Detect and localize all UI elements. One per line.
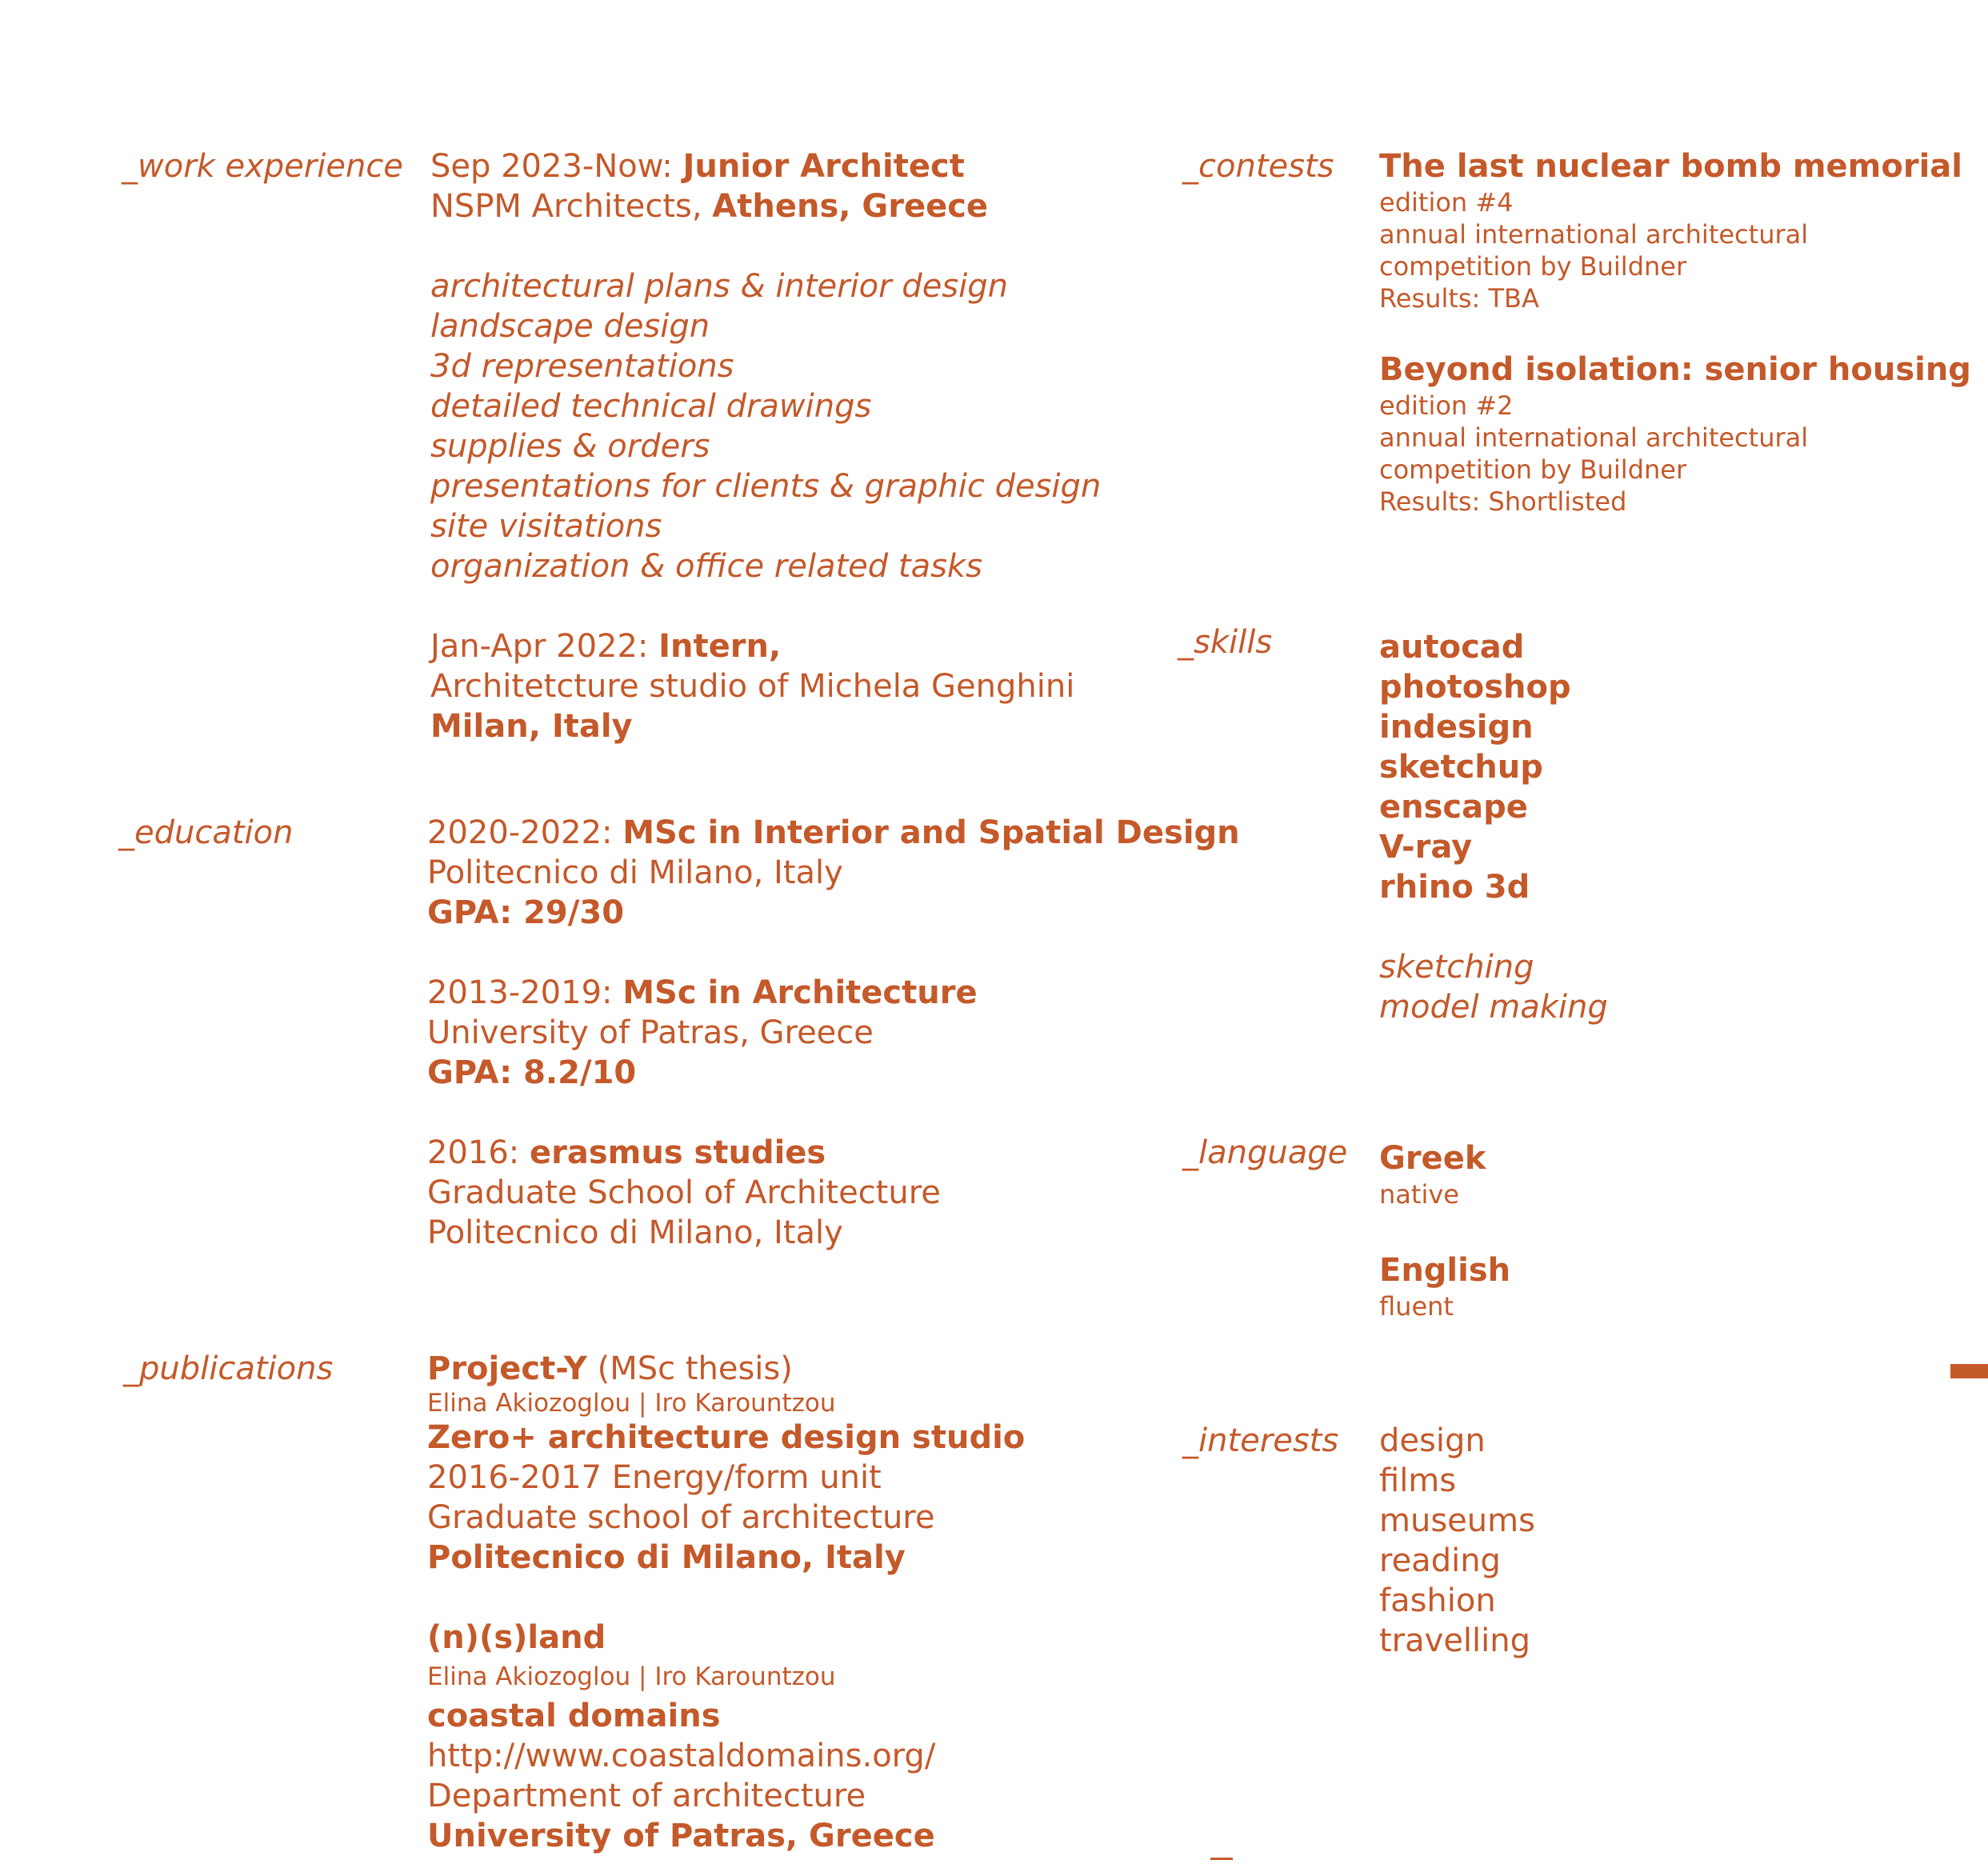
language-section [1379, 1138, 1510, 1322]
software-skill-list [1379, 627, 1608, 907]
publication-2-line-2: Department of architecture [427, 1778, 866, 1814]
education-2-header [427, 973, 1240, 1013]
task-item: site visitations [430, 508, 662, 545]
interest-item: design [1379, 1422, 1486, 1459]
education-3-header [427, 1133, 1240, 1173]
publications-label: _publications [123, 1350, 334, 1387]
education-1-gpa: GPA: 29/30 [427, 894, 625, 931]
interests-label: _interests [1182, 1422, 1339, 1459]
job-2-company: Architetcture studio of Michela Genghini [430, 668, 1075, 705]
interests-list [1379, 1421, 1535, 1661]
publication-1-venue: Zero+ architecture design studio [427, 1419, 1026, 1456]
interest-item: reading [1379, 1542, 1501, 1579]
skills-section [1379, 627, 1608, 1027]
education-3-school: Graduate School of Architecture [427, 1174, 941, 1211]
publication-1-header [427, 1349, 1025, 1389]
task-item: organization & office related tasks [430, 548, 982, 585]
skill-item: autocad [1379, 629, 1525, 666]
skill-item: sketching [1379, 949, 1534, 986]
publication-1-line-1: 2016-2017 Energy/form unit [427, 1459, 882, 1496]
education-2-years: 2013-2019: [427, 974, 623, 1011]
education-section [427, 813, 1240, 1253]
publication-1-note: (MSc thesis) [586, 1350, 793, 1387]
job-1-header [430, 146, 1101, 186]
task-item: 3d representations [430, 348, 734, 385]
job-1-location: Athens, Greece [712, 188, 989, 225]
education-label: _education [118, 814, 294, 851]
manual-skill-list [1379, 947, 1608, 1027]
contests-section [1379, 146, 1971, 518]
language-1-level: native [1379, 1179, 1459, 1210]
work-experience-label: _work experience [122, 148, 403, 185]
contest-1-result: Results: TBA [1379, 283, 1539, 314]
skill-item: rhino 3d [1379, 869, 1530, 906]
skill-item: model making [1379, 989, 1608, 1026]
skill-item: enscape [1379, 789, 1528, 826]
contest-1-edition: edition #4 [1379, 187, 1514, 218]
task-item: landscape design [430, 308, 710, 345]
publication-2-authors: Elina Akiozoglou | Iro Karountzou [427, 1662, 836, 1691]
contest-1-desc-1: annual international architectural [1379, 219, 1809, 250]
publication-1-authors: Elina Akiozoglou | Iro Karountzou [427, 1389, 836, 1418]
work-experience-section [430, 146, 1101, 746]
publications-section [427, 1349, 1025, 1856]
education-3-school-2: Politecnico di Milano, Italy [427, 1214, 843, 1251]
contest-2-desc-1: annual international architectural [1379, 422, 1809, 453]
publication-2-title: (n)(s)land [427, 1619, 606, 1656]
page-edge-marker [1950, 1364, 1988, 1378]
task-item: presentations for clients & graphic design [430, 468, 1102, 505]
language-2-level: fluent [1379, 1291, 1454, 1322]
contest-1-title: The last nuclear bomb memorial [1379, 148, 1962, 185]
job-1-date: Sep 2023-Now: [430, 148, 683, 185]
job-2-header [430, 626, 1101, 666]
education-3-degree: erasmus studies [530, 1134, 826, 1171]
job-1-title: Junior Architect [682, 148, 965, 185]
publication-1-line-2: Graduate school of architecture [427, 1499, 935, 1536]
contest-2-title: Beyond isolation: senior housing [1379, 351, 1971, 388]
education-1-header [427, 813, 1240, 853]
contest-2-desc-2: competition by Buildner [1379, 454, 1687, 485]
skill-item: indesign [1379, 709, 1534, 746]
task-item: supplies & orders [430, 428, 710, 465]
task-item: architectural plans & interior design [430, 268, 1008, 305]
education-1-degree: MSc in Interior and Spatial Design [622, 814, 1240, 851]
job-2-title: Intern, [658, 628, 782, 665]
education-2-gpa: GPA: 8.2/10 [427, 1054, 637, 1091]
job-2-location: Milan, Italy [430, 708, 633, 745]
skill-item: photoshop [1379, 669, 1571, 706]
publication-1-institution: Politecnico di Milano, Italy [427, 1539, 906, 1576]
contest-2-edition: edition #2 [1379, 390, 1514, 421]
education-3-years: 2016: [427, 1134, 530, 1171]
job-1-task-list [430, 266, 1101, 586]
contest-2-result: Results: Shortlisted [1379, 486, 1627, 517]
job-1-company: NSPM Architects, [430, 188, 713, 225]
contests-label: _contests [1182, 148, 1334, 185]
publication-2-institution: University of Patras, Greece [427, 1818, 935, 1854]
bottom-dash-marker [1210, 1858, 1233, 1860]
task-item: detailed technical drawings [430, 388, 872, 425]
education-1-years: 2020-2022: [427, 814, 623, 851]
language-2-name: English [1379, 1252, 1511, 1289]
contest-1-desc-2: competition by Buildner [1379, 251, 1687, 282]
language-label: _language [1182, 1134, 1348, 1171]
language-1-name: Greek [1379, 1140, 1486, 1177]
education-2-school: University of Patras, Greece [427, 1014, 874, 1051]
skill-item: sketchup [1379, 749, 1543, 786]
publication-1-title: Project-Y [427, 1350, 587, 1387]
interest-item: fashion [1379, 1582, 1496, 1619]
publication-2-venue: coastal domains [427, 1698, 721, 1734]
education-2-degree: MSc in Architecture [622, 974, 978, 1011]
education-1-school: Politecnico di Milano, Italy [427, 854, 843, 891]
interest-item: travelling [1379, 1622, 1531, 1659]
job-2-date: Jan-Apr 2022: [430, 628, 659, 665]
skills-label: _skills [1178, 624, 1273, 661]
interest-item: museums [1379, 1502, 1535, 1539]
job-1-company-line [430, 186, 1101, 226]
publication-2-link[interactable]: http://www.coastaldomains.org/ [427, 1738, 936, 1774]
interest-item: films [1379, 1462, 1457, 1499]
skill-item: V-ray [1379, 829, 1473, 866]
